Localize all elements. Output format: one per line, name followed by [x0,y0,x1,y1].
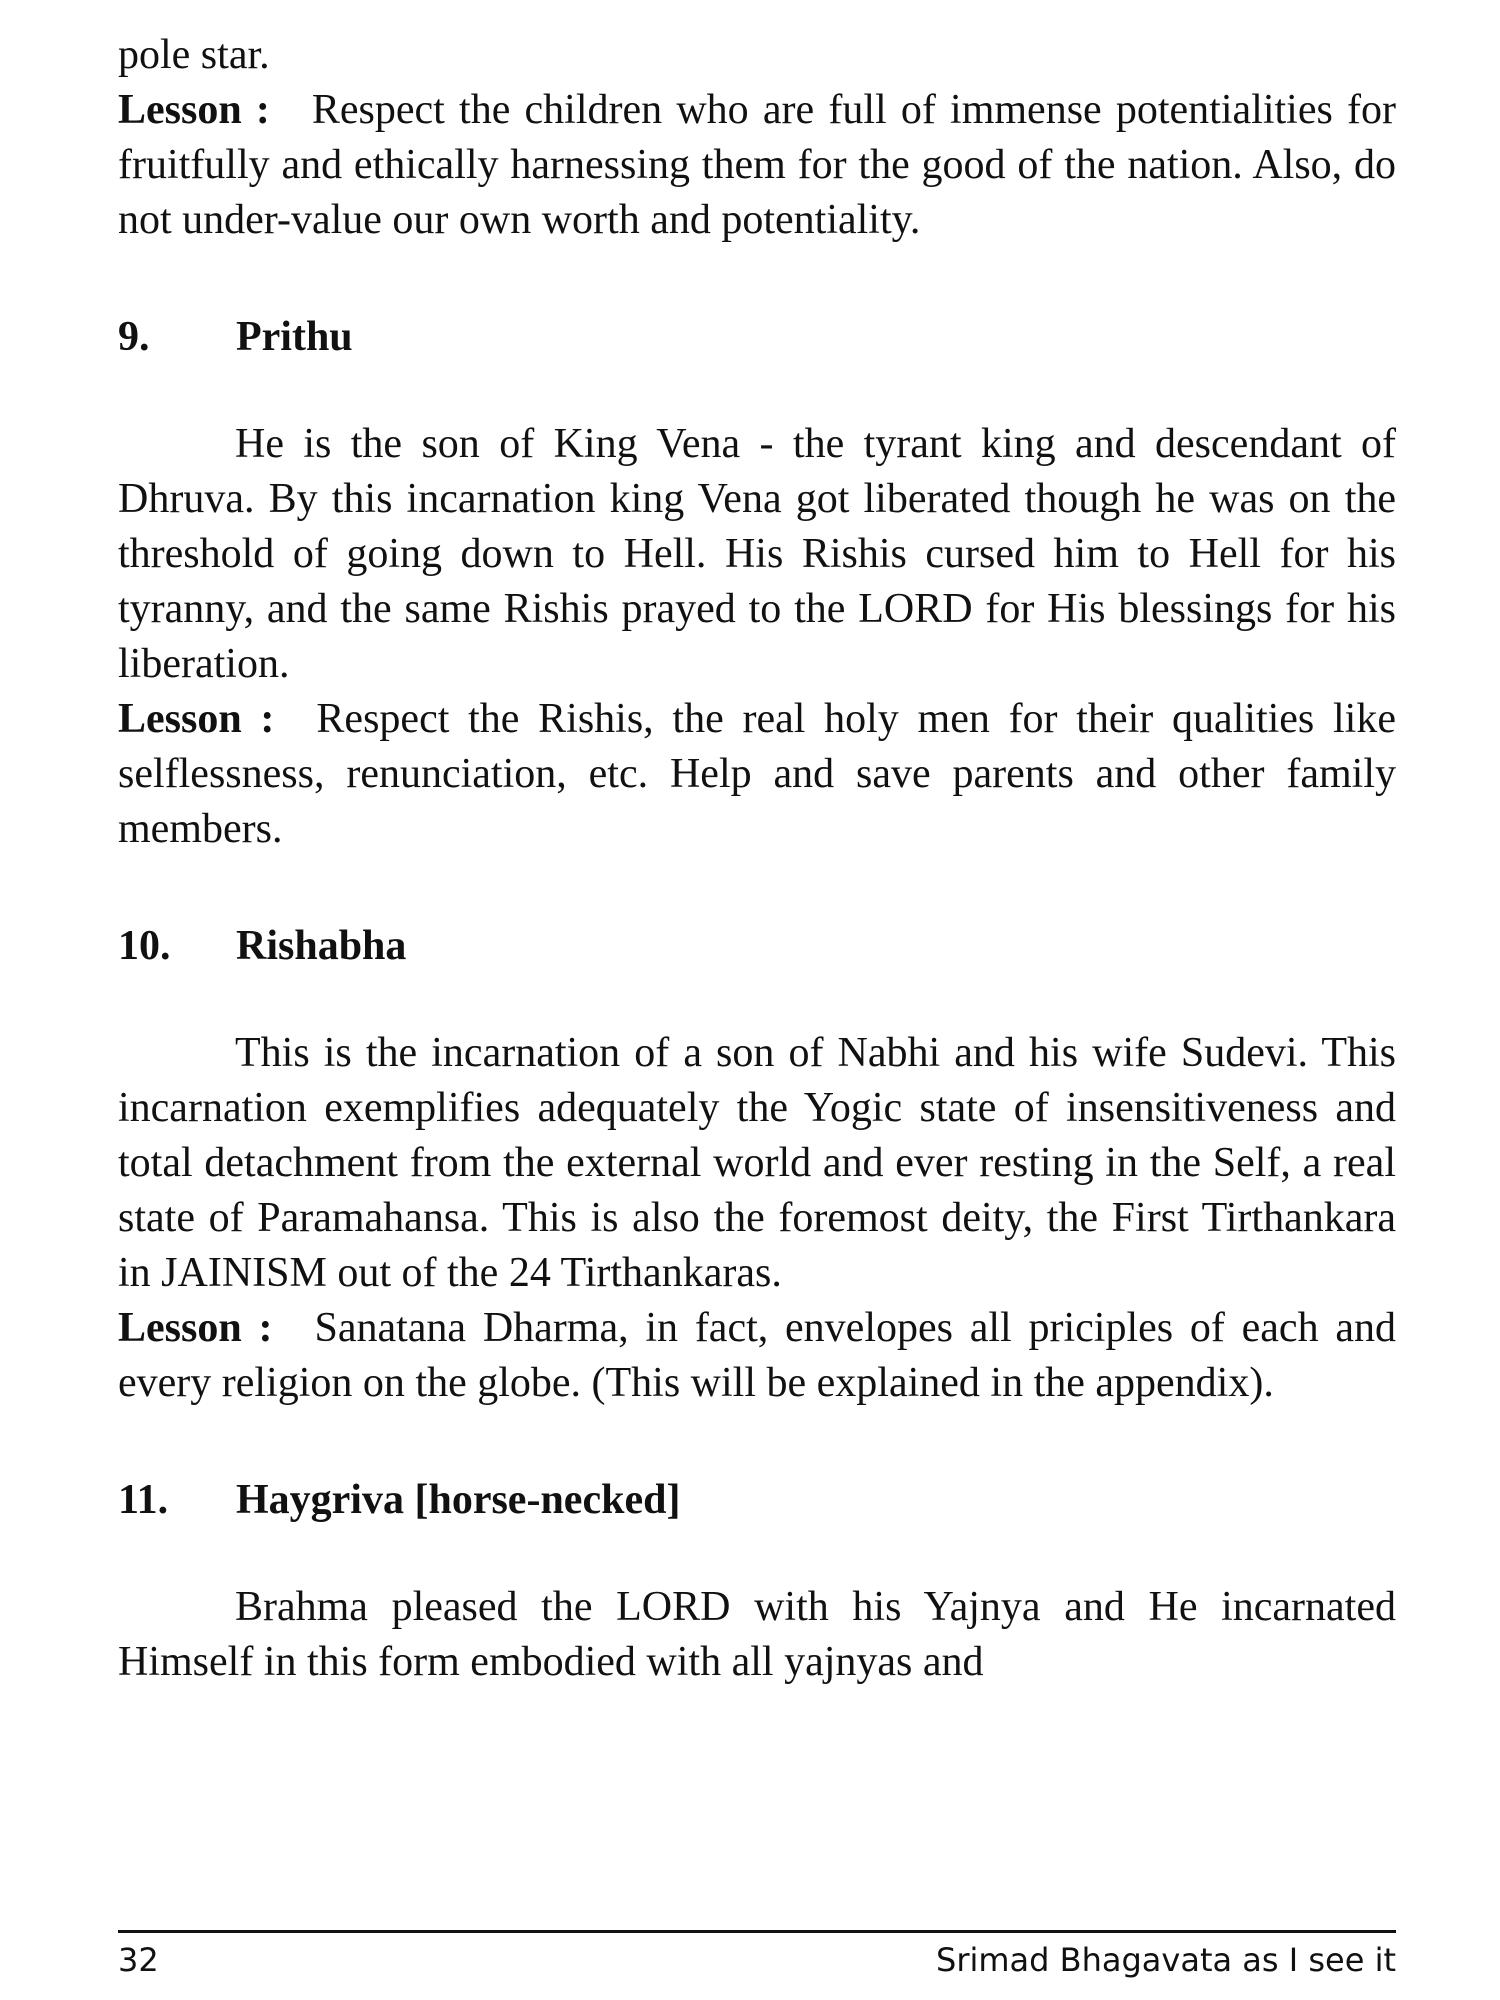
lesson-paragraph-rishabha [118,1301,1396,1411]
section-number: 10. [118,923,171,969]
section-heading-prithu [118,310,1396,365]
continuation-text: pole star. [118,32,270,78]
section-body-prithu: He is the son of King Vena - the tyrant king and descendant of Dhruva. By this incarnation king Vena got liberated though he was on the threshold of going down to Hell. His Rishis cursed him to Hell for his tyranny, and the same Rishis prayed to the LORD for His blessings for his liberation. [118,421,1396,687]
section-body-haygriva: Brahma pleased the LORD with his Yajnya and He incarnated Himself in this form embodied with all yajnyas and [118,1584,1396,1685]
lesson-text: Respect the Rishis, the real holy men for their qualities like selflessness, renunciation, etc. Help and save parents and other family members. [118,696,1396,852]
section-title: Haygriva [horse-necked] [236,1477,681,1523]
section-heading-rishabha [118,919,1396,974]
lesson-paragraph-prithu [118,692,1396,857]
footer-divider [118,1930,1396,1933]
lesson-label: Lesson : [118,87,270,133]
lesson-label: Lesson : [118,696,275,742]
section-title: Rishabha [236,923,407,969]
lesson-label: Lesson : [118,1305,273,1351]
section-body-rishabha: This is the incarnation of a son of Nabhi and his wife Sudevi. This incarnation exemplifies adequately the Yogic state of insensitiveness and total detachment from the external world and ever resting in the Self, a real state of Paramahansa. This is also the foremost deity, the First Tirthankara in JAINISM out of the 24 Tirthankaras. [118,1030,1396,1296]
lesson-text: Respect the children who are full of immense potentialities for fruitfully and ethically harnessing them for the good of the nation. Also, do not under-value our own worth and potentiality. [118,87,1396,243]
section-number: 9. [118,314,150,360]
section-number: 11. [118,1477,169,1523]
section-heading-haygriva [118,1473,1396,1528]
page-content [118,28,1396,1690]
section-title: Prithu [236,314,353,360]
lesson-text: Sanatana Dharma, in fact, envelopes all priciples of each and every religion on the globe. (This will be explained in the appendix). [118,1305,1396,1406]
page-number: 32 [118,1941,159,1979]
running-footer-title: Srimad Bhagavata as I see it [936,1941,1396,1979]
lesson-paragraph-8 [118,83,1396,248]
